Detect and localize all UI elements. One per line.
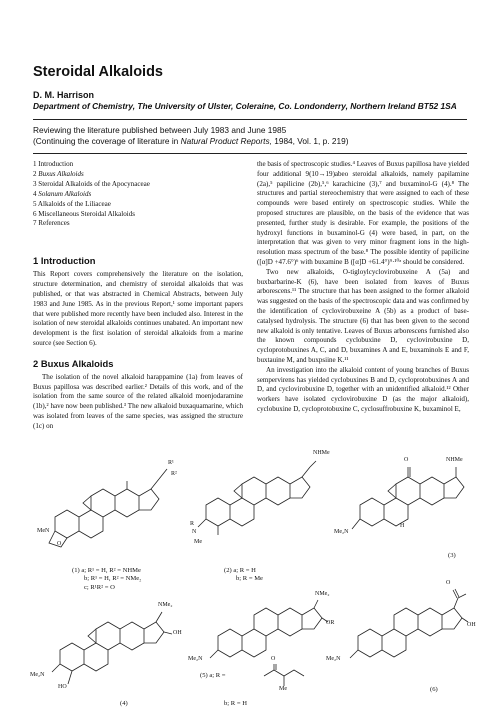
structure-4-caption: (4) [120, 700, 128, 707]
continuing-text: (Continuing the coverage of literature in [33, 136, 179, 146]
section-heading-introduction: 1 Introduction [33, 255, 96, 267]
sub-label: H [400, 523, 405, 529]
author-affiliation: Department of Chemistry, The University of Ulster, Coleraine, Co. Londonderry, Northern Ireland BT52 1SA [33, 101, 457, 111]
sub-label: R² [171, 471, 177, 477]
sub-label: O [271, 656, 276, 662]
continuing-ref: 1984, Vol. 1, p. 219) [274, 136, 349, 146]
sub-label: MeN [37, 528, 50, 534]
toc-item[interactable]: 2 Buxus Alkaloids [33, 169, 84, 178]
structure-4 [30, 602, 188, 706]
structure-label: (1) a; R¹ = H, R² = NHMe [72, 567, 141, 574]
structure-1 [35, 455, 185, 550]
body-paragraph: Two new alkaloids, O-tigloylcyclovirobuxeine A (5a) and buxbarbarine-K (6), have been isolated from leaves of Buxus arborescens.¹¹ The structure that has been assigned to the former alkaloid was suggested on the basis of the spectroscopic data and was confirmed by the identification of cyclovirobuxeine A (5b) as a product of base-catalysed hydrolysis. The structure (6) that has been given to the second new alkaloid is only tentative. Leaves of Buxus arborescens furnished also the known compounds cyclobuxine D, cyclovirobuxine D, cycloprotobuxines A, C, and D, buxamines A and E, buxaminols E and F, buxtauine M, and buxpsiine K.¹¹ [257, 267, 469, 364]
structure-5-ester [262, 656, 312, 694]
sub-label: NHMe [313, 450, 330, 456]
header-rule-top [33, 119, 467, 120]
structure-2 [188, 450, 330, 550]
structure-5b-caption: b; R = H [224, 700, 247, 707]
section-heading-buxus: 2 Buxus Alkaloids [33, 357, 114, 369]
review-scope [33, 125, 473, 147]
sub-label: Me [279, 686, 287, 692]
tigloyl-drawing [262, 664, 312, 694]
right-column [257, 160, 469, 415]
body-paragraph: An investigation into the alkaloid content of young branches of Buxus sempervirens has yielded cyclobuxines B and D, cycloprotobuxines A and D, and cyclovirobuxine D, together with an unidentified alkaloid.¹² Other workers have isolated cyclovirobuxine D (as the major alkaloid), cyclobuxine D, cycloprotobuxine C, cyclosuffrobuxine K, buxaminol E, [257, 365, 469, 413]
sub-label: O [57, 541, 62, 547]
sub-label: NHMe [446, 457, 463, 463]
review-period: Reviewing the literature published between July 1983 and June 1985 [33, 125, 287, 135]
structure-6-drawing [340, 600, 470, 680]
structure-label: b; R¹ = H, R² = NMe₂ [84, 575, 142, 583]
structure-label: b; R = Me [236, 575, 263, 583]
sub-label: R¹ [168, 460, 174, 466]
sub-label: O [446, 580, 451, 586]
sub-label: Me [194, 539, 202, 545]
toc-item[interactable]: 5 Alkaloids of the Liliaceae [33, 199, 111, 208]
sub-label: Me₂N [334, 529, 349, 535]
toc-item[interactable]: 1 Introduction [33, 160, 74, 168]
structure-4-drawing [38, 606, 188, 706]
structure-6-caption: (6) [430, 686, 438, 693]
structure-1-drawing [35, 455, 185, 550]
sub-label: R [190, 521, 195, 527]
sub-label: Me₂N [326, 656, 341, 662]
structure-1-caption [72, 567, 141, 592]
toc-item[interactable]: 7 References [33, 219, 70, 228]
sub-label: OH [467, 622, 476, 628]
sub-label: HO [58, 684, 67, 690]
structure-3 [334, 455, 473, 555]
toc-item[interactable]: 6 Miscellaneous Steroidal Alkaloids [33, 209, 135, 218]
continuing-coverage [33, 136, 473, 147]
buxus-paragraph: The isolation of the novel alkaloid harappamine (1a) from leaves of Buxus papillosa was described earlier.² Details of this work, and of the isolation from the same source of the related alkaloid moenjodaramine (1b),² have now been published.³ The new alkaloid buxaquamarine, which was isolated from leaves of the same species, was assigned the structure (1c) on [33, 372, 243, 430]
sub-label: Me₂N [30, 672, 45, 678]
sub-label: OH [173, 630, 182, 636]
structure-3-caption: (3) [448, 552, 456, 559]
left-column [33, 160, 243, 432]
sub-label: Me₂N [188, 656, 203, 662]
structure-5-caption [200, 672, 226, 680]
toc-item[interactable]: 3 Steroidal Alkaloids of the Apocynaceae [33, 179, 150, 188]
toc-item[interactable]: 4 Solanum Alkaloids [33, 189, 92, 198]
structure-label: c; R¹R² = O [84, 583, 115, 591]
structure-label: (2) a; R = H [224, 567, 256, 574]
structure-2-caption [224, 567, 263, 584]
sub-label: NMe₂ [158, 602, 173, 608]
header-rule-bottom [33, 153, 467, 154]
structure-label: (5) a; R = [200, 672, 226, 679]
body-paragraph: the basis of spectroscopic studies.⁴ Leaves of Buxus papillosa have yielded four additional 9(10→19)abeo steroidal alkaloids, namely papilamine (2a),⁵ papilicine (2b),⁵,⁶ karachicine (3),⁷ and buxaminol-G (4).⁸ The structures and partial stereochemistry that were assigned to each of these compounds were based entirely on spectroscopic studies. While the proposed structures are plausible, on the basis of the evidence that was presented, further study is desirable. For example, the positions of the hydroxyl functions in buxaminol-G (4) were based, in part, on the interpretation that was given to very minor fragment ions in the high-resolution mass spectrum of the base.⁸ The possible identity of papilicine ([α]D +47.6°)⁶ with buxamine B ([α]D +61.4°)⁹·¹⁰ᵃ should be considered. [257, 160, 469, 266]
author-name: D. M. Harrison [33, 90, 95, 100]
sub-label: NMe₂ [315, 591, 330, 597]
sub-label: OR [326, 620, 335, 626]
structure-3-drawing [338, 455, 473, 555]
structure-2-drawing [188, 455, 328, 550]
intro-paragraph: This Report covers comprehensively the literature on the isolation, structure determination, and chemistry of steroidal alkaloids that was published, or that was abstracted in Chemical Abstracts, between July 1983 and June 1985. As in the previous Report,¹ some important papers that were published more recently have been included also. Interest in the isolation of new steroidal alkaloids continues unabated. An important new development is the first isolation of steroidal alkaloids from a marine source (see Section 6). [33, 270, 243, 347]
continuing-journal: Natural Product Reports, [180, 136, 272, 146]
sub-label: N [192, 529, 197, 535]
table-of-contents [33, 160, 243, 229]
article-title: Steroidal Alkaloids [33, 64, 163, 80]
sub-label: O [404, 457, 409, 463]
